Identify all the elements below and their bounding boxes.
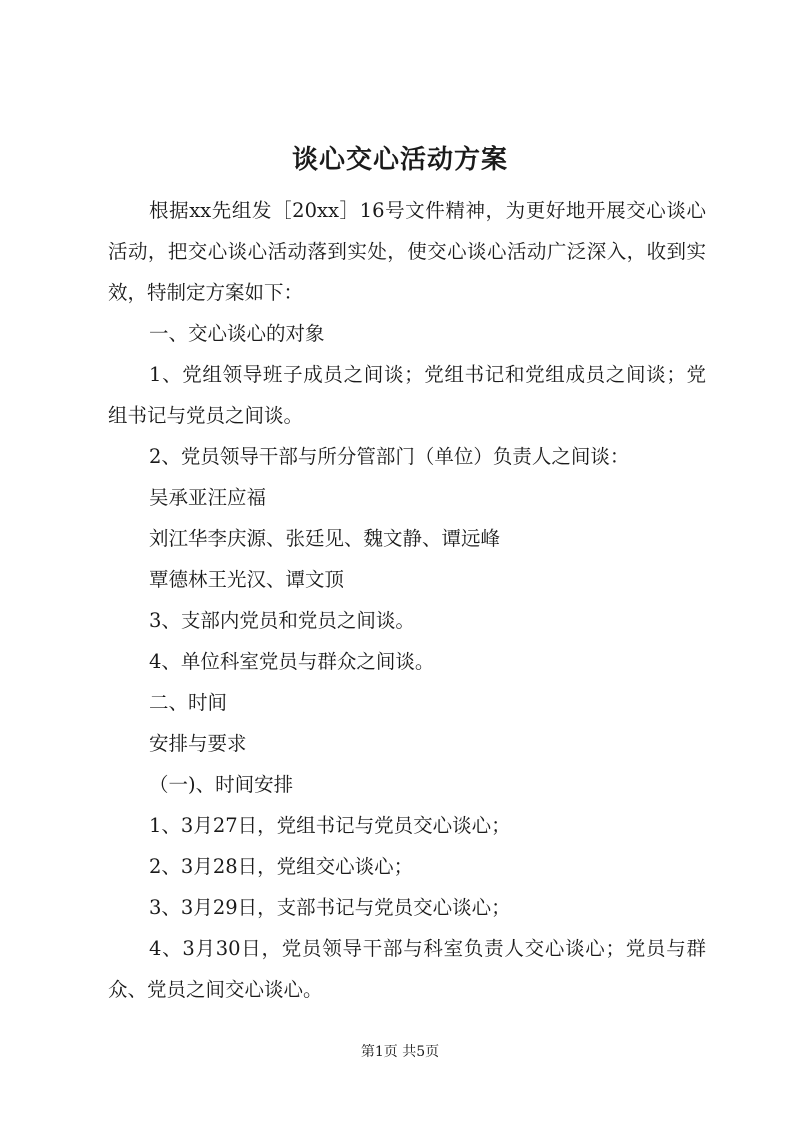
list-item: 2、3月28日，党组交心谈心；	[149, 855, 414, 878]
document-body	[108, 190, 706, 1010]
list-item: 2、党员领导干部与所分管部门（单位）负责人之间谈：	[149, 445, 630, 468]
list-item: 1、3月27日，党组书记与党员交心谈心；	[149, 814, 511, 837]
document-title: 谈心交心活动方案	[291, 145, 508, 175]
list-item: 4、3月30日，党员领导干部与科室负责人交心谈心；党员与群众、党员之间交心谈心。	[108, 937, 706, 1001]
name-line: 刘江华李庆源、张廷见、魏文静、谭远峰	[149, 527, 501, 550]
name-line: 吴承亚汪应福	[149, 486, 267, 509]
section-heading: 一、交心谈心的对象	[149, 322, 325, 345]
intro-paragraph: 根据xx先组发［20xx］16号文件精神，为更好地开展交心谈心活动，把交心谈心活动落到实处，使交心谈心活动广泛深入，收到实效，特制定方案如下：	[108, 199, 706, 304]
list-item: 3、3月29日，支部书记与党员交心谈心；	[149, 896, 511, 919]
list-item: 1、党组领导班子成员之间谈；党组书记和党组成员之间谈；党组书记与党员之间谈。	[108, 363, 706, 427]
list-item: 3、支部内党员和党员之间谈。	[149, 609, 415, 632]
page-footer: 第1页 共5页	[360, 1044, 440, 1060]
subsection-heading: （一)、时间安排	[149, 773, 294, 796]
section-heading: 安排与要求	[149, 732, 247, 755]
section-heading: 二、时间	[149, 691, 228, 714]
list-item: 4、单位科室党员与群众之间谈。	[149, 650, 435, 673]
name-line: 覃德林王光汉、谭文顶	[149, 568, 345, 591]
